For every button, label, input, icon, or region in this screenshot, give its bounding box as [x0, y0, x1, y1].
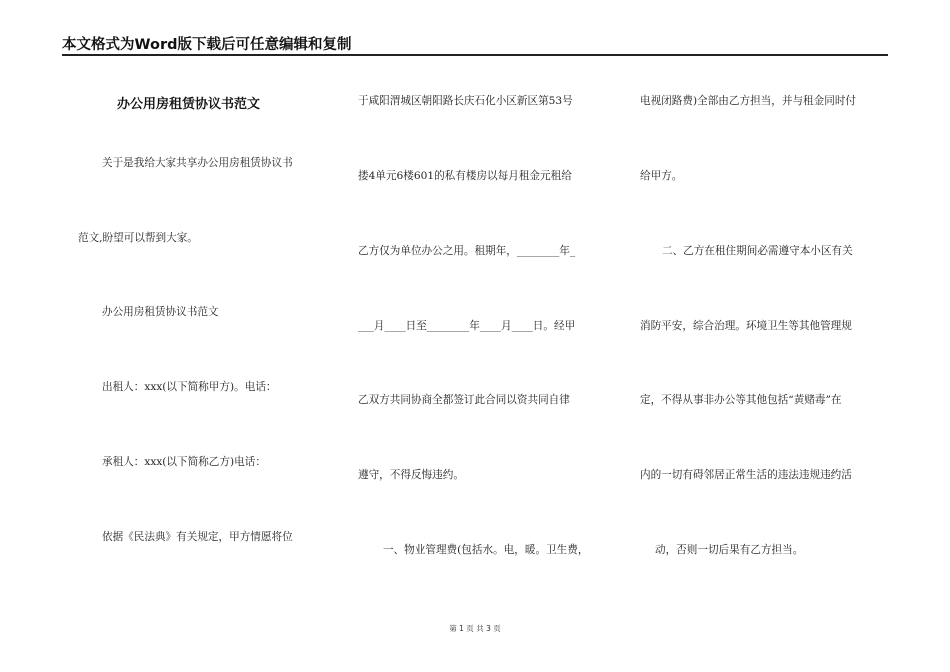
page-header — [62, 28, 888, 56]
column2-line: 于咸阳渭城区朝阳路长庆石化小区新区第53号 — [358, 95, 573, 107]
document-title: 办公用房租赁协议书范文 — [117, 97, 261, 112]
column3-line: 二、乙方在租住期间必需遵守本小区有关 — [662, 245, 853, 257]
column3-line: 动，否则一切后果有乙方担当。 — [655, 544, 804, 556]
column3-line: 内的一切有碍邻居正常生活的违法违规违约活 — [640, 469, 852, 481]
column1-line: 依据《民法典》有关规定，甲方情愿将位 — [102, 531, 293, 543]
column1-line: 范文,盼望可以帮到大家。 — [78, 232, 198, 244]
column2-line: 一、物业管理费(包括水。电，暖。卫生费， — [383, 544, 589, 556]
column3-line: 电视闭路费)全部由乙方担当，并与租金同时付 — [640, 95, 857, 107]
column3-line: 定，不得从事非办公等其他包括“黄赌毒”在 — [640, 394, 842, 406]
column2-line: 搂4单元6楼601的私有楼房以每月租金元租给 — [358, 170, 572, 182]
header-text: 本文格式为Word版下载后可任意编辑和复制 — [62, 37, 352, 53]
column1-line: 承租人：xxx(以下简称乙方)电话： — [102, 456, 266, 468]
column1-line: 办公用房租赁协议书范文 — [102, 306, 219, 318]
page-number: 第 1 页 共 3 页 — [449, 624, 501, 633]
column1-line: 出租人：xxx(以下简称甲方)。电话： — [102, 381, 277, 393]
column2-line: 乙双方共同协商全都签订此合同以资共同自律 — [358, 394, 570, 406]
column1-line: 关于是我给大家共享办公用房租赁协议书 — [102, 157, 293, 169]
column2-line: 遵守，不得反悔违约。 — [358, 469, 464, 481]
column3-line: 消防平安，综合治理。环境卫生等其他管理规 — [640, 320, 852, 332]
column3-line: 给甲方。 — [640, 170, 683, 182]
column2-line: ___月____日至________年____月____日。经甲 — [358, 320, 576, 332]
column2-line: 乙方仅为单位办公之用。租期年，________年_ — [358, 245, 576, 257]
